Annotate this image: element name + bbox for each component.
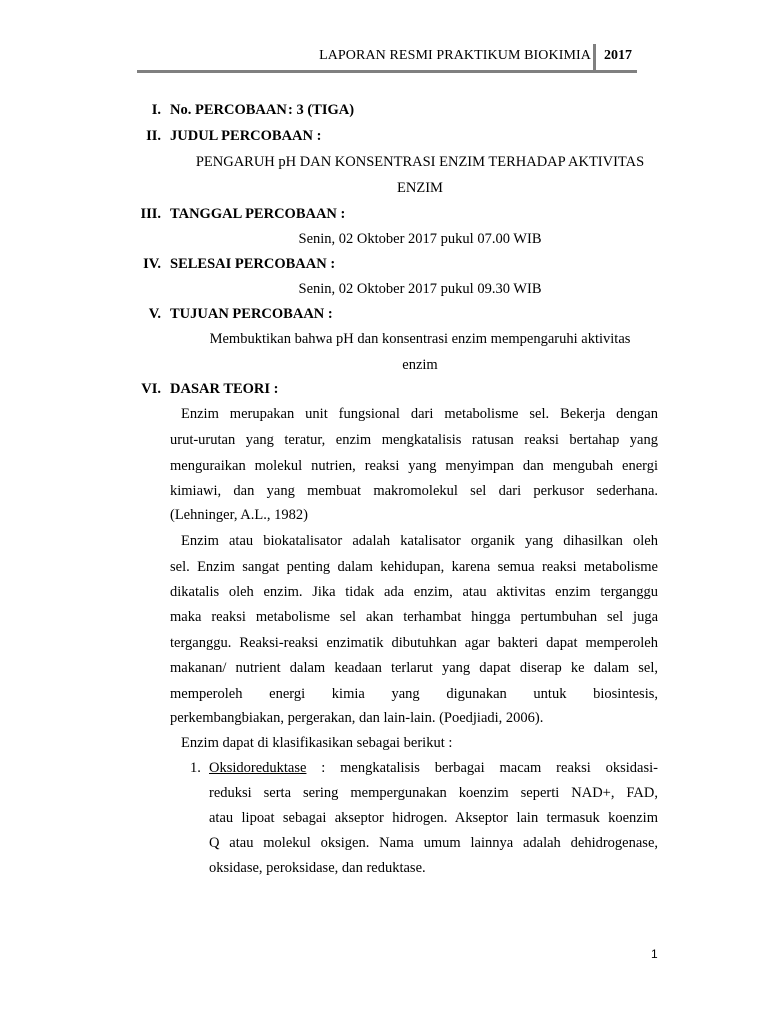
page-number: 1 bbox=[651, 947, 658, 961]
paragraph-line: Enzim merupakan unit fungsional dari metabolisme sel. Bekerja dengan bbox=[181, 406, 658, 422]
section-number: IV. bbox=[143, 256, 161, 272]
paragraph-line: terganggu. Reaksi-reaksi enzimatik dibutuhkan agar bakteri dapat memperoleh bbox=[170, 635, 658, 651]
section-label: DASAR TEORI : bbox=[170, 381, 279, 397]
list-line: atau lipoat sebagai akseptor hidrogen. Akseptor lain termasuk koenzim bbox=[209, 810, 658, 826]
section-number: VI. bbox=[141, 381, 161, 397]
paragraph-line: makanan/ nutrient dalam keadaan terlarut yang dapat diserap ke dalam sel, bbox=[170, 660, 658, 676]
selesai-value: Senin, 02 Oktober 2017 pukul 09.30 WIB bbox=[298, 281, 542, 297]
header-divider bbox=[593, 44, 596, 72]
paragraph-line: perkembangbiakan, pergerakan, dan lain-lain. (Poedjiadi, 2006). bbox=[170, 710, 544, 726]
header-title: LAPORAN RESMI PRAKTIKUM BIOKIMIA bbox=[319, 48, 591, 63]
tujuan-line: Membuktikan bahwa pH dan konsentrasi enzim mempengaruhi aktivitas bbox=[209, 331, 631, 347]
paragraph-line: menguraikan molekul nutrien, reaksi yang menyimpan dan mengubah energi bbox=[170, 458, 658, 474]
paragraph-line: Enzim atau biokatalisator adalah katalisator organik yang dihasilkan oleh bbox=[181, 533, 658, 549]
header-year: 2017 bbox=[604, 48, 632, 63]
list-line: reduksi serta sering mempergunakan koenzim seperti NAD+, FAD, bbox=[209, 785, 658, 801]
section-number: V. bbox=[148, 306, 161, 322]
judul-line: PENGARUH pH DAN KONSENTRASI ENZIM TERHADAP AKTIVITAS bbox=[195, 154, 645, 170]
page-header bbox=[0, 44, 768, 74]
list-term: Oksidoreduktase bbox=[209, 760, 307, 776]
paragraph-line: sel. Enzim sangat penting dalam kehidupan, karena semua reaksi metabolisme bbox=[170, 559, 658, 575]
list-first-rest: : mengkatalisis berbagai macam reaksi oksidasi- bbox=[306, 760, 658, 776]
section-value: : 3 (TIGA) bbox=[288, 102, 355, 118]
section-label: JUDUL PERCOBAAN : bbox=[170, 128, 322, 144]
paragraph-klasifikasi: Enzim dapat di klasifikasikan sebagai berikut : bbox=[181, 735, 453, 751]
section-label: SELESAI PERCOBAAN : bbox=[170, 256, 336, 272]
paragraph-line: kimiawi, dan yang membuat makromolekul sel dari perkusor sederhana. bbox=[170, 483, 658, 499]
section-label: TANGGAL PERCOBAAN : bbox=[170, 206, 346, 222]
paragraph-line: urut-urutan yang teratur, enzim mengkatalisis ratusan reaksi bertahap yang bbox=[170, 432, 658, 448]
header-rule bbox=[137, 70, 637, 73]
paragraph-line: (Lehninger, A.L., 1982) bbox=[170, 507, 308, 523]
section-number: III. bbox=[140, 206, 161, 222]
paragraph-line: dikatalis oleh enzim. Jika tidak ada enzim, atau aktivitas enzim terganggu bbox=[170, 584, 658, 600]
section-label: TUJUAN PERCOBAAN : bbox=[170, 306, 333, 322]
list-number: 1. bbox=[190, 760, 201, 776]
section-number: II. bbox=[146, 128, 161, 144]
paragraph-line: memperoleh energi kimia yang digunakan untuk biosintesis, bbox=[170, 686, 658, 702]
paragraph-line: maka reaksi metabolisme sel akan terhambat hingga pertumbuhan sel juga bbox=[170, 609, 658, 625]
tanggal-value: Senin, 02 Oktober 2017 pukul 07.00 WIB bbox=[298, 231, 542, 247]
section-label: No. PERCOBAAN bbox=[170, 102, 287, 118]
tujuan-line: enzim bbox=[402, 357, 438, 373]
judul-line: ENZIM bbox=[397, 180, 443, 196]
list-line: Q atau molekul oksigen. Nama umum lainnya adalah dehidrogenase, bbox=[209, 835, 658, 851]
list-line bbox=[209, 760, 658, 780]
section-number: I. bbox=[151, 102, 161, 118]
list-line: oksidase, peroksidase, dan reduktase. bbox=[209, 860, 426, 876]
